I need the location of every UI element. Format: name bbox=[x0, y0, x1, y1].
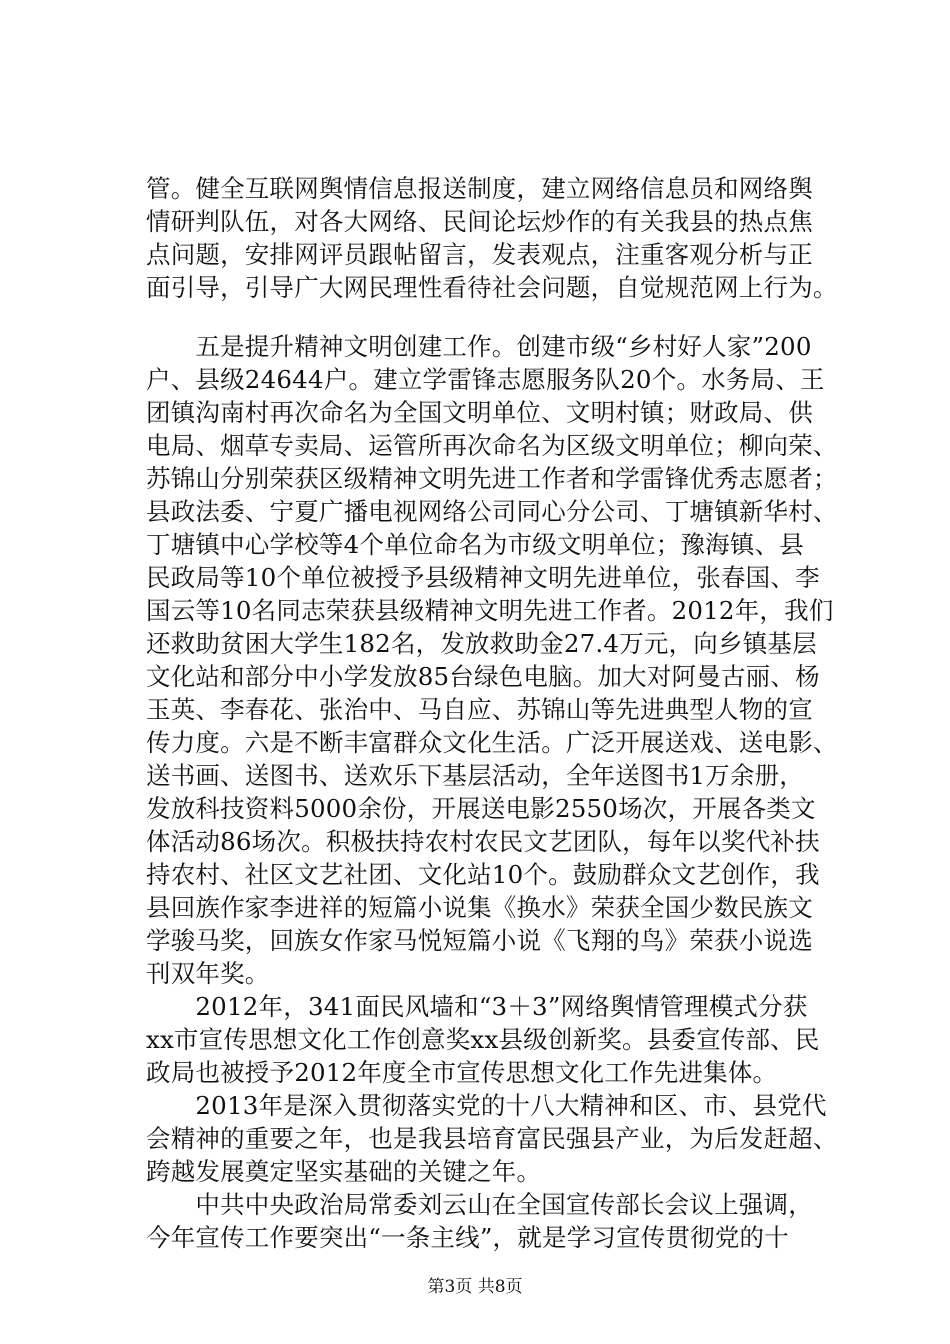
text-line: 五是提升精神文明创建工作。创建市级“乡村好人家”200 bbox=[146, 332, 812, 361]
text-line: 政局也被授予2012年度全市宣传思想文化工作先进集体。 bbox=[146, 1058, 778, 1087]
text-line: 面引导，引导广大网民理性看待社会问题，自觉规范网上行为。 bbox=[146, 273, 838, 302]
text-line: 送书画、送图书、送欢乐下基层活动，全年送图书1万余册， bbox=[146, 761, 804, 790]
text-line: 管。健全互联网舆情信息报送制度，建立网络信息员和网络舆 bbox=[146, 174, 813, 203]
text-line: 国云等10名同志荣获县级精神文明先进工作者。2012年，我们 bbox=[146, 596, 834, 625]
text-line: 会精神的重要之年，也是我县培育富民强县产业，为后发赶超、 bbox=[146, 1124, 838, 1153]
text-line: 电局、烟草专卖局、运管所再次命名为区级文明单位；柳向荣、 bbox=[146, 431, 838, 460]
text-line: 体活动86场次。积极扶持农村农民文艺团队，每年以奖代补扶 bbox=[146, 827, 820, 856]
text-line: 刊双年奖。 bbox=[146, 959, 270, 988]
page-number: 第3页 共8页 bbox=[427, 1277, 523, 1297]
text-line: 户、县级24644户。建立学雷锋志愿服务队20个。水务局、王 bbox=[146, 365, 825, 394]
text-line: 情研判队伍，对各大网络、民间论坛炒作的有关我县的热点焦 bbox=[146, 207, 813, 236]
text-line: 县政法委、宁夏广播电视网络公司同心分公司、丁塘镇新华村、 bbox=[146, 497, 838, 526]
text-line: 县回族作家李进祥的短篇小说集《换水》荣获全国少数民族文 bbox=[146, 893, 813, 922]
text-line: 中共中央政治局常委刘云山在全国宣传部长会议上强调， bbox=[146, 1190, 813, 1219]
text-line: 点问题，安排网评员跟帖留言，发表观点，注重客观分析与正 bbox=[146, 240, 813, 269]
text-line: 团镇沟南村再次命名为全国文明单位、文明村镇；财政局、供 bbox=[146, 398, 813, 427]
text-line: 还救助贫困大学生182名，发放救助金27.4万元，向乡镇基层 bbox=[146, 629, 817, 658]
text-line: 持农村、社区文艺社团、文化站10个。鼓励群众文艺创作，我 bbox=[146, 860, 820, 889]
text-line: 文化站和部分中小学发放85台绿色电脑。加大对阿曼古丽、杨 bbox=[146, 662, 820, 691]
text-line: 苏锦山分别荣获区级精神文明先进工作者和学雷锋优秀志愿者； bbox=[146, 464, 838, 493]
text-line: 民政局等10个单位被授予县级精神文明先进单位，张春国、李 bbox=[146, 563, 820, 592]
text-line: 2013年是深入贯彻落实党的十八大精神和区、市、县党代 bbox=[146, 1091, 827, 1120]
text-line: 传力度。六是不断丰富群众文化生活。广泛开展送戏、送电影、 bbox=[146, 728, 838, 757]
text-line: 跨越发展奠定坚实基础的关键之年。 bbox=[146, 1157, 542, 1186]
text-line: 丁塘镇中心学校等4个单位命名为市级文明单位；豫海镇、县 bbox=[146, 530, 804, 559]
text-line: 今年宣传工作要突出“一条主线”，就是学习宣传贯彻党的十 bbox=[146, 1223, 789, 1252]
text-line: 发放科技资料5000余份，开展送电影2550场次，开展各类文 bbox=[146, 794, 816, 823]
text-line: 2012年，341面民风墙和“3＋3”网络舆情管理模式分获 bbox=[146, 992, 808, 1021]
text-line: xx市宣传思想文化工作创意奖xx县级创新奖。县委宣传部、民 bbox=[146, 1025, 820, 1054]
text-line: 学骏马奖，回族女作家马悦短篇小说《飞翔的鸟》荣获小说选 bbox=[146, 926, 813, 955]
text-line: 玉英、李春花、张治中、马自应、苏锦山等先进典型人物的宣 bbox=[146, 695, 813, 724]
